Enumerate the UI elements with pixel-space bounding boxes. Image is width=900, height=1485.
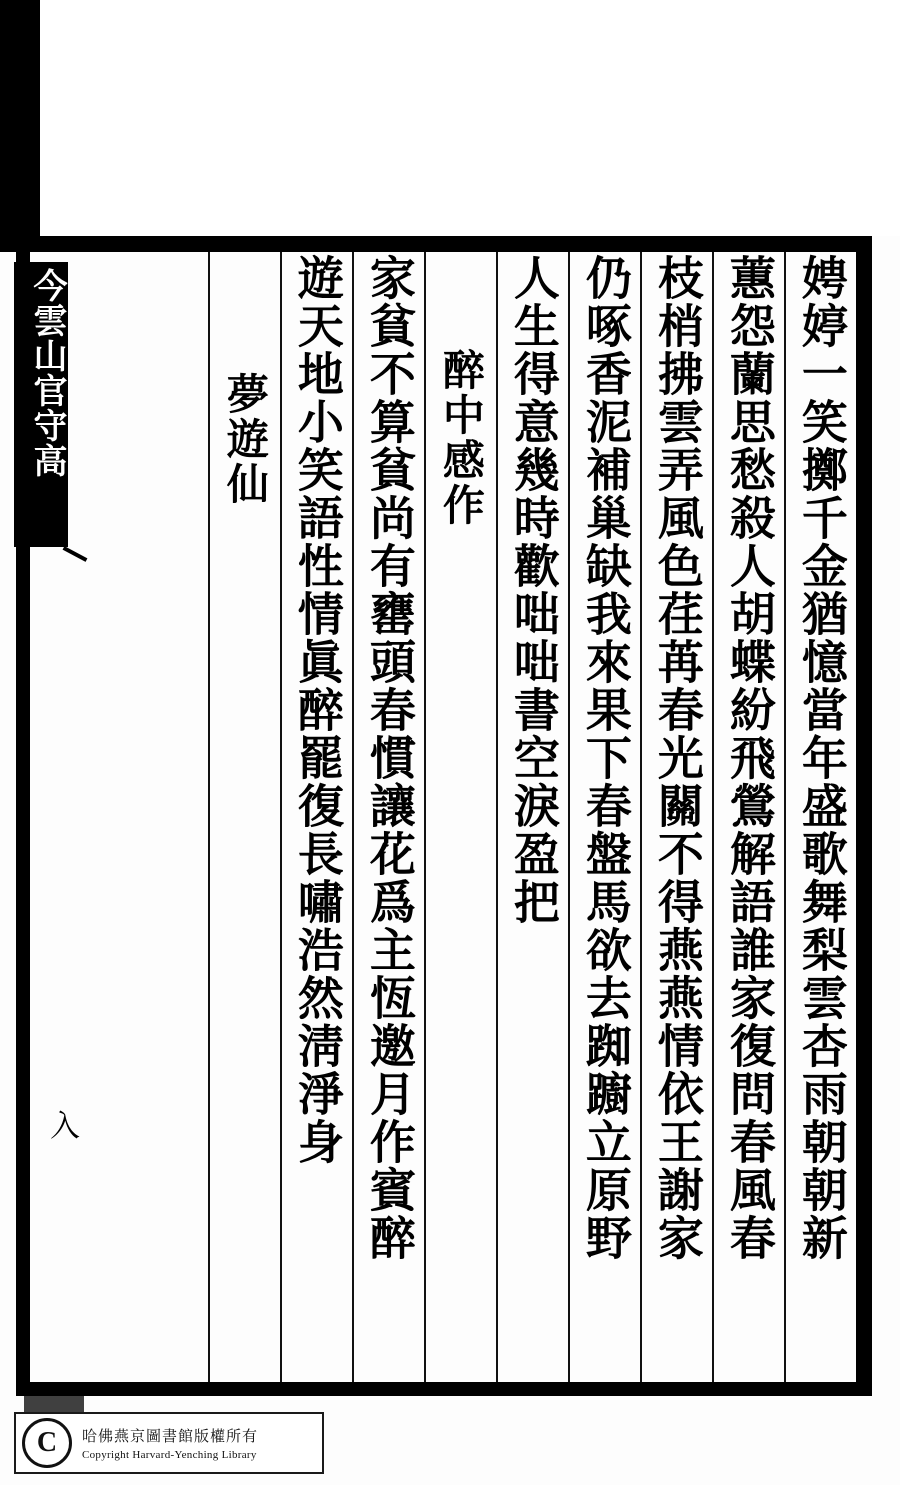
printing-block-edge-top [0,236,872,252]
text-columns [27,252,856,1382]
poem-title-2 [208,252,280,1382]
column-text: 枝梢拂雲弄風色荏苒春光關不得燕燕情依王謝家 [650,254,705,1262]
edge-tick-mark [63,546,88,562]
printing-block-edge-bottom [16,1382,872,1396]
text-column-4 [568,252,640,1382]
column-text: 人生得意幾時歡咄咄書空淚盈把 [506,254,561,926]
printing-block-edge-left [0,0,40,245]
column-text: 娉婷一笑擲千金猶憶當年盛歌舞梨雲杏雨朝朝新 [794,254,849,1262]
stamp-english-text: Copyright Harvard-Yenching Library [82,1449,257,1461]
text-column-7 [280,252,352,1382]
column-text: 家貧不算貧尚有罋頭春慣讓花爲主恆邀月作賓醉 [362,254,417,1262]
column-text: 蕙怨蘭思愁殺人胡蝶紛飛鶯解語誰家復問春風春 [722,254,777,1262]
library-copyright-stamp [14,1412,324,1474]
copyright-icon: C [22,1418,72,1468]
printing-block-edge-right [856,236,872,1396]
text-column-2 [712,252,784,1382]
page-spine-edge [27,252,90,1382]
ink-smudge [24,1390,84,1412]
text-frame [27,252,856,1382]
page-top-margin [0,0,900,236]
stamp-chinese-text: 哈佛燕京圖書館版權所有 [82,1427,259,1445]
text-column-3 [640,252,712,1382]
column-text: 遊天地小笑語性情眞醉罷復長嘯浩然淸淨身 [290,254,345,1166]
column-text: 夢遊仙 [220,372,270,507]
column-text: 醉中感作 [436,348,486,528]
text-column-6 [352,252,424,1382]
poem-title-1 [424,252,496,1382]
edge-ink-mark: 入 [50,1109,80,1144]
text-column-5 [496,252,568,1382]
column-text: 仍啄香泥補巢缺我來果下春盤馬欲去踟躕立原野 [578,254,633,1262]
stamp-text [82,1425,258,1461]
text-column-1 [784,252,856,1382]
side-slip-label: 今雲山官守高 [14,262,68,547]
